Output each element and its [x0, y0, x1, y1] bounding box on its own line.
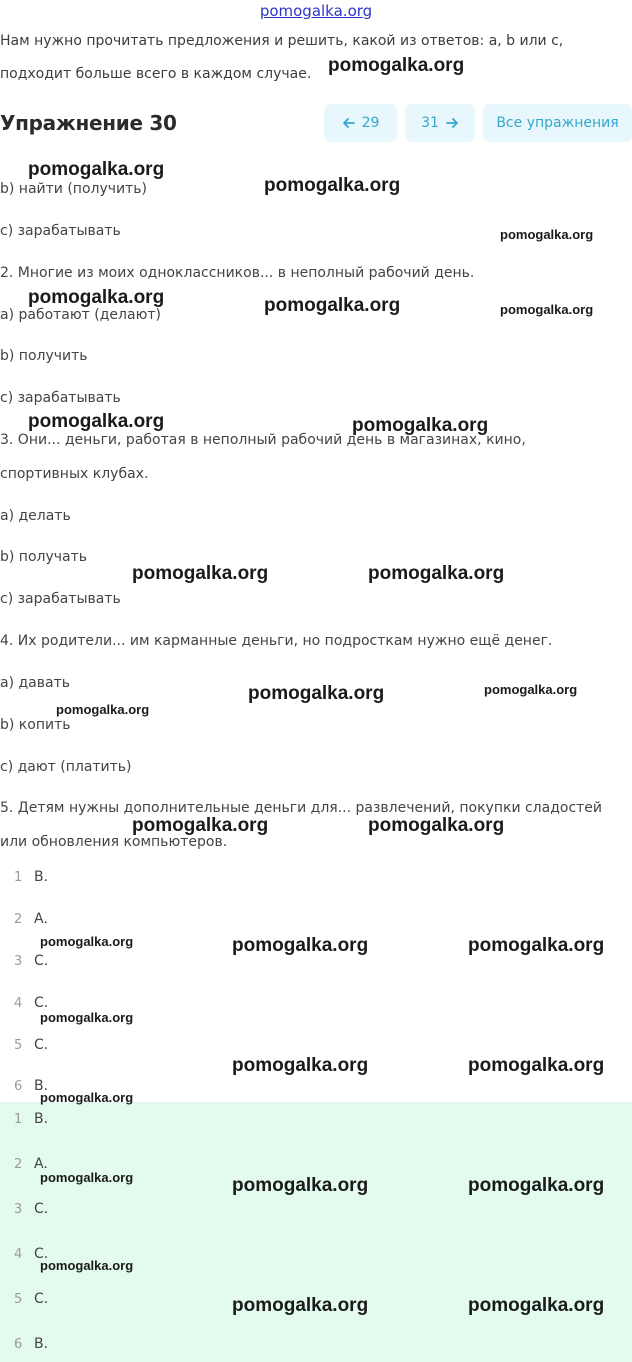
answer-value: C.: [34, 995, 49, 1011]
answer-value: C.: [34, 1201, 49, 1217]
prev-exercise-button[interactable]: [324, 104, 397, 142]
answer-value: B.: [34, 1336, 49, 1352]
answer-number: 1: [14, 870, 23, 885]
answer-value: B.: [34, 869, 49, 885]
all-exercises-button[interactable]: [483, 104, 632, 142]
watermark: pomogalka.org: [468, 935, 605, 956]
watermark: pomogalka.org: [40, 934, 134, 949]
watermark: pomogalka.org: [56, 702, 150, 717]
watermark: pomogalka.org: [500, 227, 594, 242]
answer-number: 5: [14, 1292, 23, 1307]
next-exercise-button[interactable]: [405, 104, 475, 142]
watermark: pomogalka.org: [248, 683, 385, 704]
answer-value: B.: [34, 1078, 49, 1094]
text-line: b) копить: [0, 717, 71, 733]
watermark: pomogalka.org: [40, 1170, 134, 1185]
answer-number: 3: [14, 1202, 23, 1217]
watermark: pomogalka.org: [468, 1175, 605, 1196]
watermark: pomogalka.org: [500, 302, 594, 317]
watermark: pomogalka.org: [328, 55, 465, 76]
watermark: pomogalka.org: [264, 295, 401, 316]
text-line: a) работают (делают): [0, 307, 161, 323]
site-logo[interactable]: pomogalka.org: [259, 2, 373, 20]
arrow-left-icon: [342, 116, 356, 130]
answer-number: 2: [14, 912, 23, 927]
text-line: c) зарабатывать: [0, 591, 121, 607]
intro-line-1: Нам нужно прочитать предложения и решить, какой из ответов: a, b или c,: [0, 33, 564, 49]
answer-number: 5: [14, 1038, 23, 1053]
watermark: pomogalka.org: [232, 1055, 369, 1076]
answer-number: 6: [14, 1079, 23, 1094]
watermark: pomogalka.org: [132, 815, 269, 836]
exercise-title: Упражнение 30: [0, 111, 177, 135]
watermark: pomogalka.org: [352, 415, 489, 436]
watermark: pomogalka.org: [40, 1258, 134, 1273]
text-line: a) давать: [0, 675, 70, 691]
watermark: pomogalka.org: [40, 1010, 134, 1025]
answer-number: 1: [14, 1112, 23, 1127]
answer-value: B.: [34, 1111, 49, 1127]
watermark: pomogalka.org: [368, 563, 505, 584]
next-exercise-label: 31: [421, 115, 439, 131]
prev-exercise-label: 29: [361, 115, 380, 131]
answers-highlight-box: [0, 1102, 632, 1362]
answer-number: 2: [14, 1157, 23, 1172]
text-line: b) найти (получить): [0, 181, 147, 197]
answer-value: C.: [34, 1291, 49, 1307]
answer-number: 4: [14, 1247, 23, 1262]
watermark: pomogalka.org: [40, 1090, 134, 1105]
text-line: c) зарабатывать: [0, 390, 121, 406]
watermark: pomogalka.org: [28, 287, 165, 308]
answer-number: 3: [14, 954, 23, 969]
watermark: pomogalka.org: [468, 1295, 605, 1316]
question-2: 2. Многие из моих одноклассников... в неполный рабочий день.: [0, 265, 475, 281]
text-line: c) зарабатывать: [0, 223, 121, 239]
question-4: 4. Их родители... им карманные деньги, но подросткам нужно ещё денег.: [0, 633, 553, 649]
watermark: pomogalka.org: [468, 1055, 605, 1076]
watermark: pomogalka.org: [28, 159, 165, 180]
answer-value: C.: [34, 1037, 49, 1053]
watermark: pomogalka.org: [132, 563, 269, 584]
watermark: pomogalka.org: [484, 682, 578, 697]
answer-number: 4: [14, 996, 23, 1011]
answer-value: A.: [34, 911, 48, 927]
watermark: pomogalka.org: [368, 815, 505, 836]
answer-number: 6: [14, 1337, 23, 1352]
watermark: pomogalka.org: [232, 1175, 369, 1196]
question-3: 3. Они... деньги, работая в неполный рабочий день в магазинах, кино,: [0, 432, 526, 448]
text-line: a) делать: [0, 508, 71, 524]
watermark: pomogalka.org: [28, 411, 165, 432]
text-line: b) получать: [0, 549, 88, 565]
arrow-right-icon: [445, 116, 459, 130]
watermark: pomogalka.org: [232, 935, 369, 956]
text-line: спортивных клубах.: [0, 466, 149, 482]
intro-line-2: подходит больше всего в каждом случае.: [0, 66, 312, 82]
text-line: или обновления компьютеров.: [0, 834, 228, 850]
watermark: pomogalka.org: [232, 1295, 369, 1316]
answer-value: C.: [34, 953, 49, 969]
answer-value: C.: [34, 1246, 49, 1262]
watermark: pomogalka.org: [264, 175, 401, 196]
text-line: c) дают (платить): [0, 759, 132, 775]
text-line: b) получить: [0, 348, 88, 364]
question-5: 5. Детям нужны дополнительные деньги для... развлечений, покупки сладостей: [0, 800, 603, 816]
all-exercises-label: Все упражнения: [496, 115, 619, 131]
answer-value: A.: [34, 1156, 48, 1172]
